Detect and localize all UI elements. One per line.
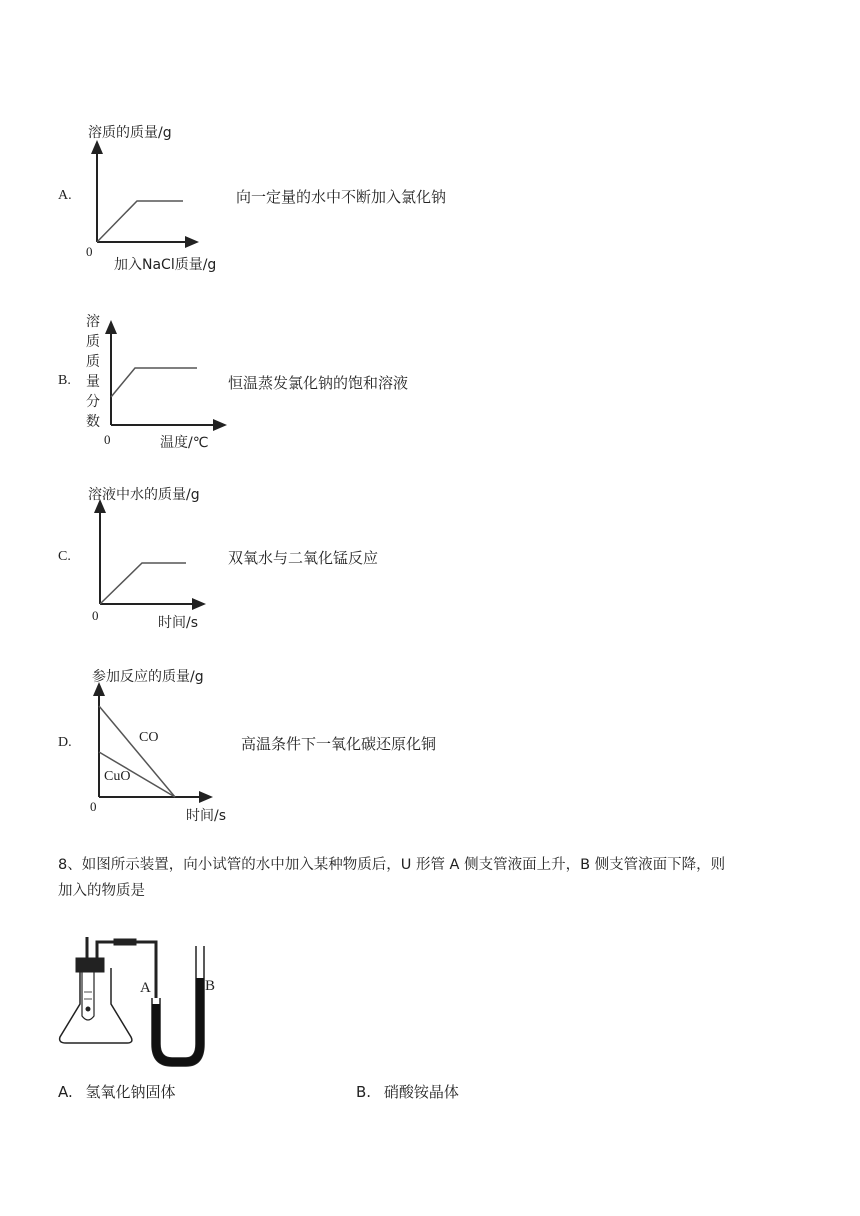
graph-c: [100, 505, 200, 604]
graph-b-curve: [111, 368, 197, 397]
graph-b-y-label-char: 溶: [86, 314, 100, 330]
graph-b: [111, 326, 221, 425]
graph-b-origin: 0: [104, 432, 111, 447]
graph-b-y-label-char: 分: [86, 394, 100, 410]
answer-b[interactable]: [356, 1081, 459, 1102]
answer-a[interactable]: [58, 1081, 176, 1102]
option-d-description: 高温条件下一氧化碳还原化铜: [241, 735, 437, 753]
graph-c-y-label: 溶液中水的质量/g: [88, 487, 200, 503]
graph-b-y-label-char: 数: [86, 414, 100, 430]
option-c-letter: C.: [58, 549, 71, 564]
graph-c-curve: [100, 563, 186, 604]
apparatus-label-a: A: [140, 980, 151, 996]
graph-b-y-label-char: 质: [86, 334, 100, 350]
graph-d-cuo-label: CuO: [104, 769, 131, 784]
graph-a-origin: 0: [86, 244, 93, 259]
graph-b-y-label-char: 量: [86, 374, 100, 390]
option-d-letter: D.: [58, 735, 72, 750]
option-a-letter: A.: [58, 188, 72, 203]
answer-b-letter: B.: [356, 1083, 372, 1101]
option-b-description: 恒温蒸发氯化钠的饱和溶液: [228, 374, 409, 392]
graph-a-curve: [97, 201, 183, 242]
apparatus-label-b: B: [205, 978, 216, 994]
stopper: [76, 958, 104, 972]
graph-a-y-label: 溶质的质量/g: [88, 125, 172, 141]
answer-a-text: 氢氧化钠固体: [85, 1083, 176, 1101]
answer-b-text: 硝酸铵晶体: [383, 1083, 459, 1101]
question-8-line-1: 8、如图所示装置，向小试管的水中加入某种物质后，U 形管 A 侧支管液面上升，B 侧支管液面下降，则: [58, 857, 726, 873]
graph-d-origin: 0: [90, 799, 97, 814]
u-tube-apparatus: [60, 937, 204, 1066]
option-a-description: 向一定量的水中不断加入氯化钠: [236, 188, 447, 206]
graph-b-y-label: [86, 312, 102, 432]
option-b-letter: B.: [58, 373, 71, 388]
graph-d-y-label: 参加反应的质量/g: [92, 669, 204, 685]
graph-a: [97, 146, 193, 242]
u-tube-inner: [160, 946, 196, 1058]
graph-c-origin: 0: [92, 608, 99, 623]
option-c-description: 双氧水与二氧化锰反应: [228, 549, 379, 567]
question-8-line-2: 加入的物质是: [58, 883, 145, 899]
graph-d-co-label: CO: [139, 730, 159, 745]
graph-b-x-label: 温度/℃: [160, 435, 209, 451]
graph-c-x-label: 时间/s: [158, 615, 199, 631]
answer-a-letter: A.: [58, 1083, 73, 1101]
graph-d-x-label: 时间/s: [186, 808, 227, 824]
flask: [60, 968, 132, 1043]
u-tube-liquid: [152, 978, 204, 1066]
graph-a-x-label: 加入NaCl质量/g: [114, 257, 217, 273]
graph-b-y-label-char: 质: [86, 354, 100, 370]
small-test-tube: [82, 972, 94, 1020]
